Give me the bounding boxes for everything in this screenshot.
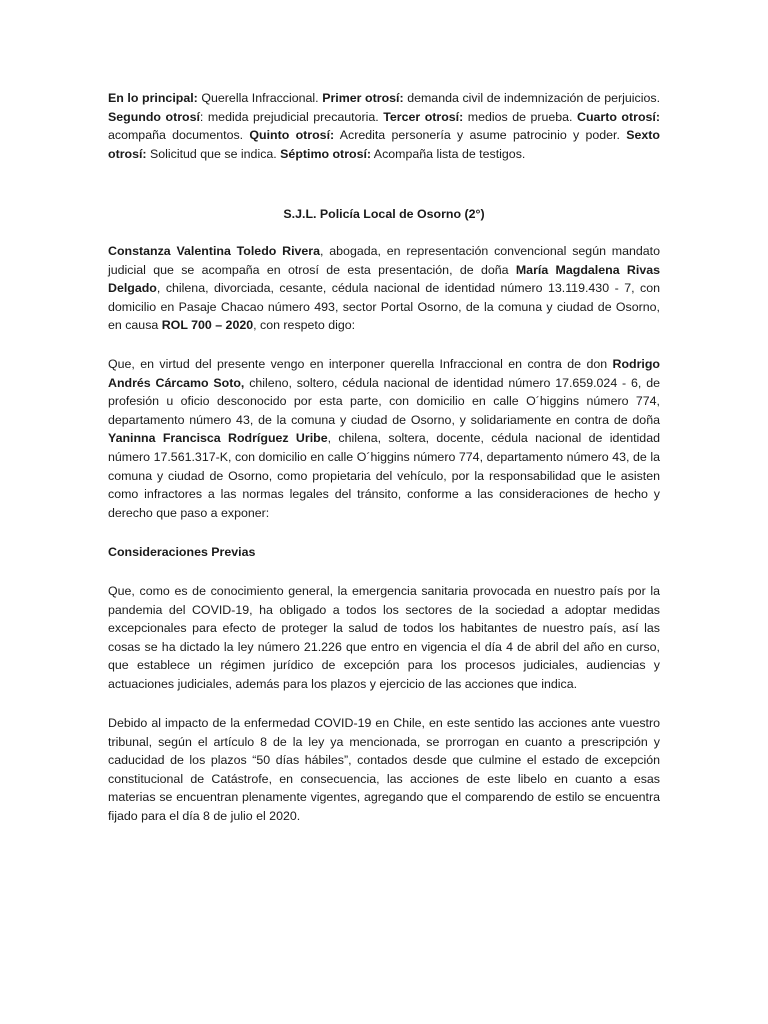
sumilla-label: Séptimo otrosí: — [280, 146, 372, 161]
sumilla-text: medios de prueba. — [463, 109, 577, 124]
sumilla-text: demanda civil de indemnización de perjuicios. — [403, 91, 661, 105]
consideraciones-paragraph-1: Que, como es de conocimiento general, la emergencia sanitaria provocada en nuestro país por la pandemia del COVID-19, ha obligado a todos los sectores de la sociedad a adoptar medidas excepcionales para efecto de proteger la salud de todos los habitantes de nuestro país, así las cosas se ha dictado la ley número 21.226 que entro en vigencia el día 4 de abril del año en curso, que establece un régimen jurídico de excepción para los procesos judiciales, audiencias y actuaciones judiciales, además para los plazos y ejercicio de las acciones que indica. — [108, 584, 660, 691]
comparecencia-paragraph — [108, 242, 660, 335]
defendant-name: Yaninna Francisca Rodríguez Uribe — [108, 431, 328, 446]
paragraph-text: chileno, soltero, cédula nacional de identidad número 17.659.024 - 6, de profesión u oficio desconocido por esta parte, con domicilio en calle O´higgins número 774, departamento número 43, de la comuna y ciudad de Osorno, y solidariamente en contra de doña — [108, 375, 660, 427]
client-name: María Magdalena Rivas Delgado — [108, 262, 660, 296]
section-heading: Consideraciones Previas — [108, 545, 256, 559]
sumilla-text: Querella Infraccional. — [197, 91, 323, 105]
sumilla-label: Cuarto otrosí: — [577, 109, 660, 124]
paragraph-text: , con respeto digo: — [253, 318, 356, 333]
case-rol: ROL 700 – 2020 — [161, 318, 254, 333]
attorney-name: Constanza Valentina Toledo Rivera — [108, 244, 321, 258]
paragraph-text: , abogada, en representación convencional según mandato judicial que se acompaña en otrosí de esta presentación, de doña — [108, 244, 661, 277]
sumilla-text: Acompaña lista de testigos. — [371, 146, 526, 161]
querella-paragraph — [108, 355, 660, 522]
sumilla-text: Acredita personería y asume patrocinio y poder. — [334, 128, 627, 143]
paragraph-text: Que, en virtud del presente vengo en interponer querella Infraccional en contra de don — [108, 357, 613, 371]
sumilla-text: Solicitud que se indica. — [146, 146, 281, 161]
sumilla-label: Quinto otrosí: — [249, 128, 335, 143]
sumilla-label: Segundo otrosí — [108, 109, 200, 124]
consideraciones-paragraph-2: Debido al impacto de la enfermedad COVID-19 en Chile, en este sentido las acciones ante vuestro tribunal, según el artículo 8 de la ley ya mencionada, se prorrogan en cuanto a prescripción y caducidad de los plazos “50 días hábiles”, contados desde que culmine el estado de excepción constitucional de Catástrofe, en consecuencia, las acciones de este libelo en cuanto a esas materias se encuentran plenamente vigentes, agregando que el comparendo de estilo se encuentra fijado para el día 8 de julio el 2020. — [108, 716, 660, 823]
court-title: S.J.L. Policía Local de Osorno (2°) — [283, 207, 485, 221]
sumilla-text: : medida prejudicial precautoria. — [199, 109, 384, 124]
sumilla-paragraph — [108, 89, 660, 163]
paragraph-text: , chilena, soltera, docente, cédula nacional de identidad número 17.561.317-K, con domicilio en calle O´higgins número 774, departamento número 43, de la comuna y ciudad de Osorno, como propietaria del vehículo, por la responsabilidad que le asisten como infractores a las normas legales del tránsito, conforme a las consideraciones de hecho y derecho que paso a exponer: — [108, 431, 660, 520]
sumilla-label: Primer otrosí: — [322, 91, 404, 105]
defendant-name: Rodrigo Andrés Cárcamo Soto, — [108, 357, 660, 390]
paragraph-text: , chilena, divorciada, cesante, cédula nacional de identidad número 13.119.430 - 7, con domicilio en Pasaje Chacao número 493, sector Portal Osorno, de la comuna y ciudad de Osorno, en causa — [108, 281, 660, 333]
sumilla-label: En lo principal: — [108, 91, 198, 105]
sumilla-label: Tercer otrosí: — [383, 109, 464, 124]
sumilla-text: acompaña documentos. — [108, 128, 250, 143]
sumilla-label: Sexto otrosí: — [108, 128, 660, 161]
